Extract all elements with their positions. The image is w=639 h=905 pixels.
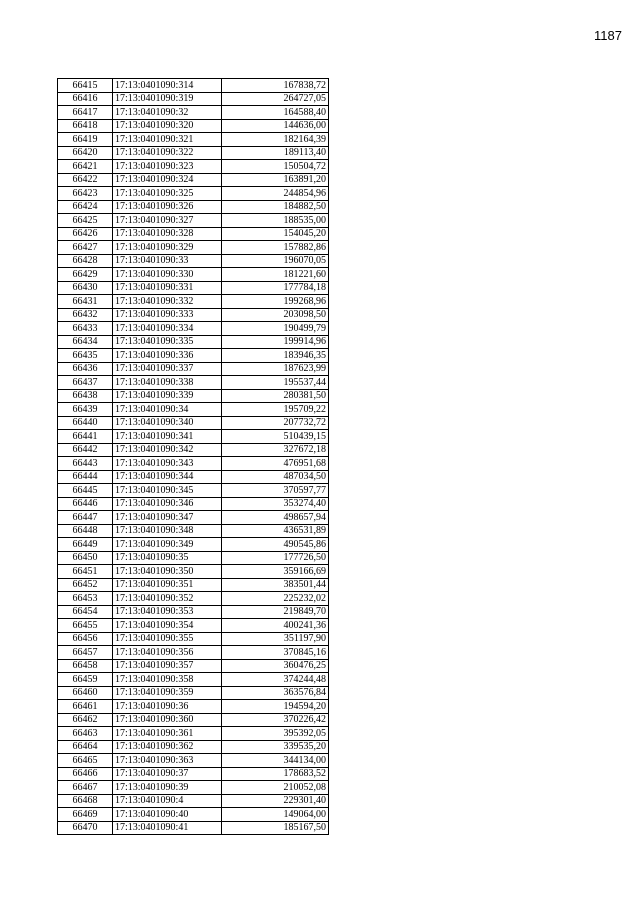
table-row — [58, 592, 329, 606]
cadastral-number-cell: 17:13:0401090:332 — [113, 295, 222, 309]
table-row — [58, 524, 329, 538]
cadastral-number-cell: 17:13:0401090:320 — [113, 119, 222, 133]
cadastral-number-cell: 17:13:0401090:35 — [113, 551, 222, 565]
table-row — [58, 565, 329, 579]
row-number-cell: 66469 — [58, 808, 113, 822]
value-cell: 199268,96 — [222, 295, 329, 309]
row-number-cell: 66429 — [58, 268, 113, 282]
value-cell: 360476,25 — [222, 659, 329, 673]
value-cell: 244854,96 — [222, 187, 329, 201]
cadastral-number-cell: 17:13:0401090:348 — [113, 524, 222, 538]
value-cell: 187623,99 — [222, 362, 329, 376]
cadastral-number-cell: 17:13:0401090:344 — [113, 470, 222, 484]
row-number-cell: 66464 — [58, 740, 113, 754]
table-row — [58, 781, 329, 795]
table-row — [58, 79, 329, 93]
cadastral-number-cell: 17:13:0401090:39 — [113, 781, 222, 795]
value-cell: 181221,60 — [222, 268, 329, 282]
table-row — [58, 821, 329, 835]
value-cell: 189113,40 — [222, 146, 329, 160]
cadastral-number-cell: 17:13:0401090:363 — [113, 754, 222, 768]
cadastral-number-cell: 17:13:0401090:322 — [113, 146, 222, 160]
table-row — [58, 362, 329, 376]
row-number-cell: 66450 — [58, 551, 113, 565]
row-number-cell: 66447 — [58, 511, 113, 525]
table-row — [58, 511, 329, 525]
value-cell: 210052,08 — [222, 781, 329, 795]
value-cell: 370226,42 — [222, 713, 329, 727]
value-cell: 374244,48 — [222, 673, 329, 687]
cadastral-number-cell: 17:13:0401090:340 — [113, 416, 222, 430]
row-number-cell: 66444 — [58, 470, 113, 484]
row-number-cell: 66458 — [58, 659, 113, 673]
value-cell: 199914,96 — [222, 335, 329, 349]
table-row — [58, 241, 329, 255]
cadastral-number-cell: 17:13:0401090:331 — [113, 281, 222, 295]
table-row — [58, 403, 329, 417]
cadastral-number-cell: 17:13:0401090:357 — [113, 659, 222, 673]
row-number-cell: 66456 — [58, 632, 113, 646]
table-row — [58, 740, 329, 754]
value-cell: 157882,86 — [222, 241, 329, 255]
row-number-cell: 66470 — [58, 821, 113, 835]
table-row — [58, 767, 329, 781]
value-cell: 370597,77 — [222, 484, 329, 498]
value-cell: 395392,05 — [222, 727, 329, 741]
table-row — [58, 92, 329, 106]
cadastral-number-cell: 17:13:0401090:346 — [113, 497, 222, 511]
table-row — [58, 214, 329, 228]
table-row — [58, 106, 329, 120]
table-row — [58, 160, 329, 174]
row-number-cell: 66438 — [58, 389, 113, 403]
cadastral-number-cell: 17:13:0401090:354 — [113, 619, 222, 633]
cadastral-number-cell: 17:13:0401090:356 — [113, 646, 222, 660]
cadastral-number-cell: 17:13:0401090:40 — [113, 808, 222, 822]
cadastral-number-cell: 17:13:0401090:325 — [113, 187, 222, 201]
value-cell: 203098,50 — [222, 308, 329, 322]
value-cell: 196070,05 — [222, 254, 329, 268]
table-row — [58, 457, 329, 471]
row-number-cell: 66436 — [58, 362, 113, 376]
row-number-cell: 66451 — [58, 565, 113, 579]
table-row — [58, 470, 329, 484]
row-number-cell: 66454 — [58, 605, 113, 619]
cadastral-number-cell: 17:13:0401090:352 — [113, 592, 222, 606]
table-row — [58, 254, 329, 268]
table-row — [58, 173, 329, 187]
value-cell: 327672,18 — [222, 443, 329, 457]
cadastral-number-cell: 17:13:0401090:339 — [113, 389, 222, 403]
cadastral-number-cell: 17:13:0401090:37 — [113, 767, 222, 781]
row-number-cell: 66419 — [58, 133, 113, 147]
value-cell: 154045,20 — [222, 227, 329, 241]
table-row — [58, 700, 329, 714]
page-number: 1187 — [594, 28, 622, 43]
cadastral-number-cell: 17:13:0401090:314 — [113, 79, 222, 93]
cadastral-number-cell: 17:13:0401090:343 — [113, 457, 222, 471]
table-row — [58, 187, 329, 201]
row-number-cell: 66431 — [58, 295, 113, 309]
table-row — [58, 146, 329, 160]
cadastral-number-cell: 17:13:0401090:327 — [113, 214, 222, 228]
table-row — [58, 686, 329, 700]
table-row — [58, 322, 329, 336]
cadastral-number-cell: 17:13:0401090:355 — [113, 632, 222, 646]
table-row — [58, 308, 329, 322]
table-row — [58, 268, 329, 282]
value-cell: 359166,69 — [222, 565, 329, 579]
cadastral-number-cell: 17:13:0401090:337 — [113, 362, 222, 376]
value-cell: 229301,40 — [222, 794, 329, 808]
table-row — [58, 119, 329, 133]
value-cell: 436531,89 — [222, 524, 329, 538]
row-number-cell: 66434 — [58, 335, 113, 349]
row-number-cell: 66461 — [58, 700, 113, 714]
row-number-cell: 66421 — [58, 160, 113, 174]
table-row — [58, 349, 329, 363]
value-cell: 178683,52 — [222, 767, 329, 781]
row-number-cell: 66453 — [58, 592, 113, 606]
value-cell: 163891,20 — [222, 173, 329, 187]
value-cell: 185167,50 — [222, 821, 329, 835]
row-number-cell: 66468 — [58, 794, 113, 808]
cadastral-number-cell: 17:13:0401090:345 — [113, 484, 222, 498]
value-cell: 476951,68 — [222, 457, 329, 471]
table-row — [58, 281, 329, 295]
row-number-cell: 66441 — [58, 430, 113, 444]
value-cell: 351197,90 — [222, 632, 329, 646]
row-number-cell: 66457 — [58, 646, 113, 660]
row-number-cell: 66415 — [58, 79, 113, 93]
row-number-cell: 66428 — [58, 254, 113, 268]
registry-table — [57, 78, 329, 835]
cadastral-number-cell: 17:13:0401090:326 — [113, 200, 222, 214]
table-row — [58, 754, 329, 768]
registry-table-body — [58, 79, 329, 835]
cadastral-number-cell: 17:13:0401090:358 — [113, 673, 222, 687]
table-row — [58, 551, 329, 565]
row-number-cell: 66423 — [58, 187, 113, 201]
table-row — [58, 227, 329, 241]
table-row — [58, 619, 329, 633]
row-number-cell: 66433 — [58, 322, 113, 336]
table-row — [58, 605, 329, 619]
row-number-cell: 66460 — [58, 686, 113, 700]
row-number-cell: 66455 — [58, 619, 113, 633]
row-number-cell: 66422 — [58, 173, 113, 187]
table-row — [58, 497, 329, 511]
row-number-cell: 66445 — [58, 484, 113, 498]
cadastral-number-cell: 17:13:0401090:34 — [113, 403, 222, 417]
cadastral-number-cell: 17:13:0401090:338 — [113, 376, 222, 390]
value-cell: 190499,79 — [222, 322, 329, 336]
row-number-cell: 66443 — [58, 457, 113, 471]
row-number-cell: 66418 — [58, 119, 113, 133]
row-number-cell: 66417 — [58, 106, 113, 120]
cadastral-number-cell: 17:13:0401090:321 — [113, 133, 222, 147]
cadastral-number-cell: 17:13:0401090:328 — [113, 227, 222, 241]
cadastral-number-cell: 17:13:0401090:350 — [113, 565, 222, 579]
table-row — [58, 416, 329, 430]
value-cell: 383501,44 — [222, 578, 329, 592]
value-cell: 177726,50 — [222, 551, 329, 565]
table-row — [58, 376, 329, 390]
row-number-cell: 66437 — [58, 376, 113, 390]
value-cell: 363576,84 — [222, 686, 329, 700]
value-cell: 400241,36 — [222, 619, 329, 633]
value-cell: 353274,40 — [222, 497, 329, 511]
row-number-cell: 66467 — [58, 781, 113, 795]
table-row — [58, 713, 329, 727]
table-row — [58, 727, 329, 741]
row-number-cell: 66466 — [58, 767, 113, 781]
value-cell: 149064,00 — [222, 808, 329, 822]
cadastral-number-cell: 17:13:0401090:349 — [113, 538, 222, 552]
table-row — [58, 133, 329, 147]
value-cell: 188535,00 — [222, 214, 329, 228]
table-row — [58, 389, 329, 403]
cadastral-number-cell: 17:13:0401090:330 — [113, 268, 222, 282]
value-cell: 207732,72 — [222, 416, 329, 430]
cadastral-number-cell: 17:13:0401090:33 — [113, 254, 222, 268]
value-cell: 487034,50 — [222, 470, 329, 484]
value-cell: 344134,00 — [222, 754, 329, 768]
value-cell: 144636,00 — [222, 119, 329, 133]
value-cell: 195537,44 — [222, 376, 329, 390]
row-number-cell: 66448 — [58, 524, 113, 538]
row-number-cell: 66463 — [58, 727, 113, 741]
row-number-cell: 66432 — [58, 308, 113, 322]
cadastral-number-cell: 17:13:0401090:334 — [113, 322, 222, 336]
cadastral-number-cell: 17:13:0401090:323 — [113, 160, 222, 174]
table-row — [58, 659, 329, 673]
value-cell: 183946,35 — [222, 349, 329, 363]
table-row — [58, 632, 329, 646]
cadastral-number-cell: 17:13:0401090:342 — [113, 443, 222, 457]
value-cell: 280381,50 — [222, 389, 329, 403]
row-number-cell: 66440 — [58, 416, 113, 430]
row-number-cell: 66430 — [58, 281, 113, 295]
table-row — [58, 295, 329, 309]
value-cell: 182164,39 — [222, 133, 329, 147]
value-cell: 167838,72 — [222, 79, 329, 93]
row-number-cell: 66424 — [58, 200, 113, 214]
cadastral-number-cell: 17:13:0401090:41 — [113, 821, 222, 835]
value-cell: 498657,94 — [222, 511, 329, 525]
row-number-cell: 66427 — [58, 241, 113, 255]
value-cell: 184882,50 — [222, 200, 329, 214]
cadastral-number-cell: 17:13:0401090:359 — [113, 686, 222, 700]
cadastral-number-cell: 17:13:0401090:324 — [113, 173, 222, 187]
table-row — [58, 538, 329, 552]
row-number-cell: 66462 — [58, 713, 113, 727]
row-number-cell: 66465 — [58, 754, 113, 768]
row-number-cell: 66449 — [58, 538, 113, 552]
row-number-cell: 66459 — [58, 673, 113, 687]
cadastral-number-cell: 17:13:0401090:329 — [113, 241, 222, 255]
cadastral-number-cell: 17:13:0401090:362 — [113, 740, 222, 754]
table-row — [58, 794, 329, 808]
cadastral-number-cell: 17:13:0401090:319 — [113, 92, 222, 106]
cadastral-number-cell: 17:13:0401090:36 — [113, 700, 222, 714]
table-row — [58, 484, 329, 498]
value-cell: 177784,18 — [222, 281, 329, 295]
table-row — [58, 443, 329, 457]
cadastral-number-cell: 17:13:0401090:360 — [113, 713, 222, 727]
row-number-cell: 66416 — [58, 92, 113, 106]
row-number-cell: 66442 — [58, 443, 113, 457]
value-cell: 194594,20 — [222, 700, 329, 714]
value-cell: 490545,86 — [222, 538, 329, 552]
row-number-cell: 66452 — [58, 578, 113, 592]
table-row — [58, 646, 329, 660]
value-cell: 339535,20 — [222, 740, 329, 754]
value-cell: 219849,70 — [222, 605, 329, 619]
table-row — [58, 200, 329, 214]
cadastral-number-cell: 17:13:0401090:341 — [113, 430, 222, 444]
table-row — [58, 673, 329, 687]
cadastral-number-cell: 17:13:0401090:353 — [113, 605, 222, 619]
table-row — [58, 430, 329, 444]
table-row — [58, 335, 329, 349]
value-cell: 370845,16 — [222, 646, 329, 660]
row-number-cell: 66446 — [58, 497, 113, 511]
cadastral-number-cell: 17:13:0401090:361 — [113, 727, 222, 741]
row-number-cell: 66439 — [58, 403, 113, 417]
cadastral-number-cell: 17:13:0401090:32 — [113, 106, 222, 120]
value-cell: 225232,02 — [222, 592, 329, 606]
row-number-cell: 66420 — [58, 146, 113, 160]
cadastral-number-cell: 17:13:0401090:4 — [113, 794, 222, 808]
value-cell: 150504,72 — [222, 160, 329, 174]
value-cell: 264727,05 — [222, 92, 329, 106]
value-cell: 195709,22 — [222, 403, 329, 417]
table-row — [58, 808, 329, 822]
cadastral-number-cell: 17:13:0401090:351 — [113, 578, 222, 592]
row-number-cell: 66425 — [58, 214, 113, 228]
row-number-cell: 66426 — [58, 227, 113, 241]
value-cell: 510439,15 — [222, 430, 329, 444]
table-row — [58, 578, 329, 592]
cadastral-number-cell: 17:13:0401090:335 — [113, 335, 222, 349]
row-number-cell: 66435 — [58, 349, 113, 363]
value-cell: 164588,40 — [222, 106, 329, 120]
cadastral-number-cell: 17:13:0401090:333 — [113, 308, 222, 322]
cadastral-number-cell: 17:13:0401090:336 — [113, 349, 222, 363]
cadastral-number-cell: 17:13:0401090:347 — [113, 511, 222, 525]
